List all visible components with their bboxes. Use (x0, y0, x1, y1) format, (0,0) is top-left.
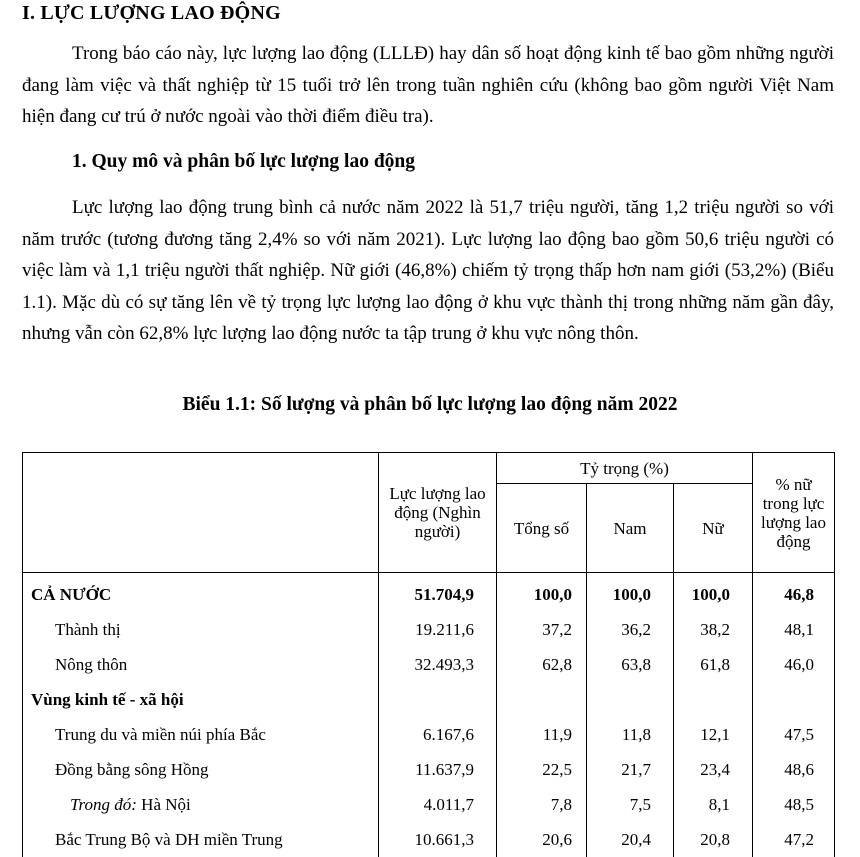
cell-labor-force: 51.704,9 (379, 573, 497, 613)
table-row (23, 752, 835, 787)
cell-female: 38,2 (674, 612, 753, 647)
header-female: Nữ (674, 484, 753, 573)
row-label-rest: Hà Nội (136, 794, 191, 814)
cell-female-share: 47,2 (753, 822, 835, 857)
table-row (23, 612, 835, 647)
cell-female-share: 48,5 (753, 787, 835, 822)
table-row (23, 822, 835, 857)
cell-female-share: 48,6 (753, 752, 835, 787)
header-labor-force: Lực lượng lao động (Nghìn người) (379, 453, 497, 573)
table-row (23, 573, 835, 613)
header-male: Nam (587, 484, 674, 573)
cell-total: 100,0 (497, 573, 587, 613)
cell-female: 100,0 (674, 573, 753, 613)
cell-male: 63,8 (587, 647, 674, 682)
table-row (23, 787, 835, 822)
cell-total: 37,2 (497, 612, 587, 647)
cell-labor-force: 19.211,6 (379, 612, 497, 647)
cell-total: 7,8 (497, 787, 587, 822)
row-label-prefix: Trong đó: (70, 794, 137, 814)
row-group-label: Vùng kinh tế - xã hội (23, 682, 379, 717)
header-share-group: Tỷ trọng (%) (497, 453, 753, 484)
cell-female: 23,4 (674, 752, 753, 787)
cell-total: 62,8 (497, 647, 587, 682)
cell-female-share: 46,0 (753, 647, 835, 682)
table-row (23, 682, 835, 717)
header-female-share: % nữ trong lực lượng lao động (753, 453, 835, 573)
cell-female: 8,1 (674, 787, 753, 822)
cell-labor-force: 11.637,9 (379, 752, 497, 787)
cell-male: 20,4 (587, 822, 674, 857)
row-label: Bắc Trung Bộ và DH miền Trung (23, 822, 379, 857)
header-blank-cell (23, 453, 379, 573)
row-label (23, 787, 379, 822)
cell-labor-force: 10.661,3 (379, 822, 497, 857)
subsection-heading: 1. Quy mô và phân bố lực lượng lao động (72, 151, 416, 172)
cell-labor-force: 32.493,3 (379, 647, 497, 682)
cell-male: 21,7 (587, 752, 674, 787)
intro-paragraph: Trong báo cáo này, lực lượng lao động (LLLĐ) hay dân số hoạt động kinh tế bao gồm những người đang làm việc và thất nghiệp từ 15 tuổi trở lên trong tuần nghiên cứu (không bao gồm người Việt Nam hiện đang cư trú ở nước ngoài vào thời điểm điều tra). (22, 43, 834, 127)
row-label: Trung du và miền núi phía Bắc (23, 717, 379, 752)
section-heading: I. LỰC LƯỢNG LAO ĐỘNG (22, 2, 281, 24)
cell-male: 11,8 (587, 717, 674, 752)
cell-male: 100,0 (587, 573, 674, 613)
cell-female: 12,1 (674, 717, 753, 752)
cell-female-share: 46,8 (753, 573, 835, 613)
cell-female: 61,8 (674, 647, 753, 682)
cell-total: 22,5 (497, 752, 587, 787)
table-title: Biểu 1.1: Số lượng và phân bố lực lượng lao động năm 2022 (182, 394, 678, 415)
labor-force-table (22, 452, 835, 857)
table-row (23, 717, 835, 752)
header-total: Tổng số (497, 484, 587, 573)
cell-female: 20,8 (674, 822, 753, 857)
cell-total: 20,6 (497, 822, 587, 857)
cell-male: 36,2 (587, 612, 674, 647)
table-row (23, 647, 835, 682)
cell-labor-force: 6.167,6 (379, 717, 497, 752)
row-label: CẢ NƯỚC (23, 573, 379, 613)
cell-female-share: 47,5 (753, 717, 835, 752)
row-label: Thành thị (23, 612, 379, 647)
row-label: Nông thôn (23, 647, 379, 682)
scale-paragraph: Lực lượng lao động trung bình cả nước năm 2022 là 51,7 triệu người, tăng 1,2 triệu người so với năm trước (tương đương tăng 2,4% so với năm 2021). Lực lượng lao động bao gồm 50,6 triệu người có việc làm và 1,1 triệu người thất nghiệp. Nữ giới (46,8%) chiếm tỷ trọng thấp hơn nam giới (53,2%) (Biểu 1.1). Mặc dù có sự tăng lên về tỷ trọng lực lượng lao động ở khu vực thành thị trong những năm gần đây, nhưng vẫn còn 62,8% lực lượng lao động nước ta tập trung ở khu vực nông thôn. (22, 197, 834, 344)
cell-male: 7,5 (587, 787, 674, 822)
cell-labor-force: 4.011,7 (379, 787, 497, 822)
cell-total: 11,9 (497, 717, 587, 752)
row-label: Đồng bằng sông Hồng (23, 752, 379, 787)
cell-female-share: 48,1 (753, 612, 835, 647)
